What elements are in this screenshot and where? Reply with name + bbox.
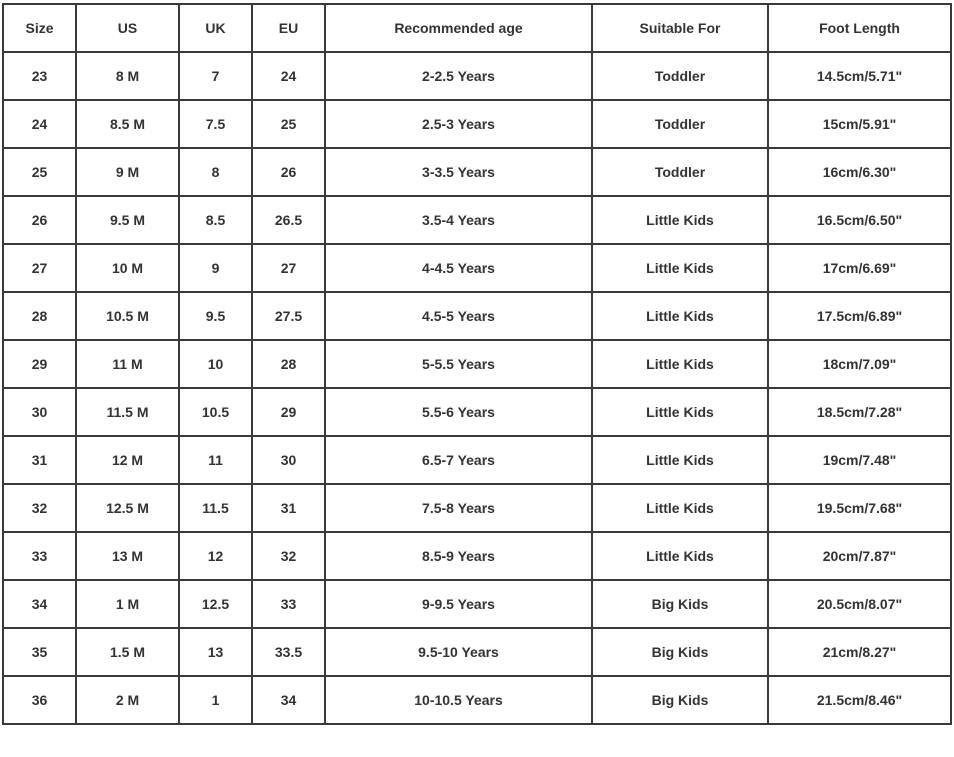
suitable-for-cell: Little Kids	[592, 484, 768, 532]
table-row	[3, 436, 951, 484]
us-size-cell: 1 M	[76, 580, 179, 628]
suitable-for-cell: Little Kids	[592, 244, 768, 292]
header-row	[3, 4, 951, 52]
recommended-age-cell: 4.5-5 Years	[325, 292, 592, 340]
size-cell: 29	[3, 340, 76, 388]
foot-length-cell: 20cm/7.87"	[768, 532, 951, 580]
table-row	[3, 628, 951, 676]
uk-size-cell: 12	[179, 532, 252, 580]
uk-size-cell: 10	[179, 340, 252, 388]
table-row	[3, 580, 951, 628]
table-row	[3, 148, 951, 196]
size-cell: 33	[3, 532, 76, 580]
foot-length-cell: 21.5cm/8.46"	[768, 676, 951, 724]
us-size-cell: 8 M	[76, 52, 179, 100]
size-cell: 35	[3, 628, 76, 676]
header-eu: EU	[252, 4, 325, 52]
suitable-for-cell: Little Kids	[592, 196, 768, 244]
eu-size-cell: 25	[252, 100, 325, 148]
foot-length-cell: 21cm/8.27"	[768, 628, 951, 676]
uk-size-cell: 11	[179, 436, 252, 484]
suitable-for-cell: Big Kids	[592, 580, 768, 628]
header-size: Size	[3, 4, 76, 52]
eu-size-cell: 24	[252, 52, 325, 100]
suitable-for-cell: Toddler	[592, 52, 768, 100]
foot-length-cell: 15cm/5.91"	[768, 100, 951, 148]
us-size-cell: 10.5 M	[76, 292, 179, 340]
recommended-age-cell: 2-2.5 Years	[325, 52, 592, 100]
eu-size-cell: 31	[252, 484, 325, 532]
suitable-for-cell: Little Kids	[592, 388, 768, 436]
foot-length-cell: 20.5cm/8.07"	[768, 580, 951, 628]
suitable-for-cell: Little Kids	[592, 532, 768, 580]
us-size-cell: 8.5 M	[76, 100, 179, 148]
us-size-cell: 12.5 M	[76, 484, 179, 532]
foot-length-cell: 17.5cm/6.89"	[768, 292, 951, 340]
uk-size-cell: 8	[179, 148, 252, 196]
table-row	[3, 532, 951, 580]
size-cell: 23	[3, 52, 76, 100]
uk-size-cell: 7	[179, 52, 252, 100]
us-size-cell: 12 M	[76, 436, 179, 484]
eu-size-cell: 29	[252, 388, 325, 436]
size-cell: 27	[3, 244, 76, 292]
eu-size-cell: 27	[252, 244, 325, 292]
eu-size-cell: 33.5	[252, 628, 325, 676]
recommended-age-cell: 3-3.5 Years	[325, 148, 592, 196]
uk-size-cell: 10.5	[179, 388, 252, 436]
size-cell: 25	[3, 148, 76, 196]
us-size-cell: 1.5 M	[76, 628, 179, 676]
table-row	[3, 244, 951, 292]
suitable-for-cell: Toddler	[592, 148, 768, 196]
recommended-age-cell: 5-5.5 Years	[325, 340, 592, 388]
size-cell: 28	[3, 292, 76, 340]
foot-length-cell: 19.5cm/7.68"	[768, 484, 951, 532]
foot-length-cell: 17cm/6.69"	[768, 244, 951, 292]
uk-size-cell: 1	[179, 676, 252, 724]
recommended-age-cell: 9.5-10 Years	[325, 628, 592, 676]
uk-size-cell: 7.5	[179, 100, 252, 148]
foot-length-cell: 16.5cm/6.50"	[768, 196, 951, 244]
foot-length-cell: 18cm/7.09"	[768, 340, 951, 388]
recommended-age-cell: 6.5-7 Years	[325, 436, 592, 484]
suitable-for-cell: Little Kids	[592, 340, 768, 388]
uk-size-cell: 9.5	[179, 292, 252, 340]
header-recommended-age: Recommended age	[325, 4, 592, 52]
uk-size-cell: 12.5	[179, 580, 252, 628]
uk-size-cell: 9	[179, 244, 252, 292]
table-row	[3, 484, 951, 532]
table-row	[3, 292, 951, 340]
table-row	[3, 100, 951, 148]
eu-size-cell: 27.5	[252, 292, 325, 340]
table-row	[3, 676, 951, 724]
recommended-age-cell: 4-4.5 Years	[325, 244, 592, 292]
eu-size-cell: 28	[252, 340, 325, 388]
recommended-age-cell: 7.5-8 Years	[325, 484, 592, 532]
recommended-age-cell: 5.5-6 Years	[325, 388, 592, 436]
foot-length-cell: 18.5cm/7.28"	[768, 388, 951, 436]
header-us: US	[76, 4, 179, 52]
foot-length-cell: 14.5cm/5.71"	[768, 52, 951, 100]
suitable-for-cell: Big Kids	[592, 628, 768, 676]
table-row	[3, 196, 951, 244]
table-row	[3, 52, 951, 100]
eu-size-cell: 34	[252, 676, 325, 724]
uk-size-cell: 13	[179, 628, 252, 676]
eu-size-cell: 26	[252, 148, 325, 196]
recommended-age-cell: 8.5-9 Years	[325, 532, 592, 580]
suitable-for-cell: Toddler	[592, 100, 768, 148]
eu-size-cell: 32	[252, 532, 325, 580]
size-cell: 34	[3, 580, 76, 628]
table-row	[3, 388, 951, 436]
us-size-cell: 9.5 M	[76, 196, 179, 244]
size-cell: 36	[3, 676, 76, 724]
us-size-cell: 10 M	[76, 244, 179, 292]
size-chart-body	[3, 4, 951, 724]
us-size-cell: 13 M	[76, 532, 179, 580]
size-cell: 32	[3, 484, 76, 532]
header-foot-length: Foot Length	[768, 4, 951, 52]
us-size-cell: 11 M	[76, 340, 179, 388]
eu-size-cell: 30	[252, 436, 325, 484]
foot-length-cell: 16cm/6.30"	[768, 148, 951, 196]
size-cell: 31	[3, 436, 76, 484]
recommended-age-cell: 10-10.5 Years	[325, 676, 592, 724]
header-uk: UK	[179, 4, 252, 52]
eu-size-cell: 33	[252, 580, 325, 628]
us-size-cell: 11.5 M	[76, 388, 179, 436]
uk-size-cell: 11.5	[179, 484, 252, 532]
us-size-cell: 2 M	[76, 676, 179, 724]
eu-size-cell: 26.5	[252, 196, 325, 244]
size-cell: 24	[3, 100, 76, 148]
recommended-age-cell: 9-9.5 Years	[325, 580, 592, 628]
header-suitable-for: Suitable For	[592, 4, 768, 52]
size-cell: 26	[3, 196, 76, 244]
uk-size-cell: 8.5	[179, 196, 252, 244]
recommended-age-cell: 2.5-3 Years	[325, 100, 592, 148]
table-row	[3, 340, 951, 388]
suitable-for-cell: Little Kids	[592, 292, 768, 340]
suitable-for-cell: Big Kids	[592, 676, 768, 724]
recommended-age-cell: 3.5-4 Years	[325, 196, 592, 244]
foot-length-cell: 19cm/7.48"	[768, 436, 951, 484]
size-cell: 30	[3, 388, 76, 436]
us-size-cell: 9 M	[76, 148, 179, 196]
suitable-for-cell: Little Kids	[592, 436, 768, 484]
size-chart-table	[2, 3, 952, 725]
